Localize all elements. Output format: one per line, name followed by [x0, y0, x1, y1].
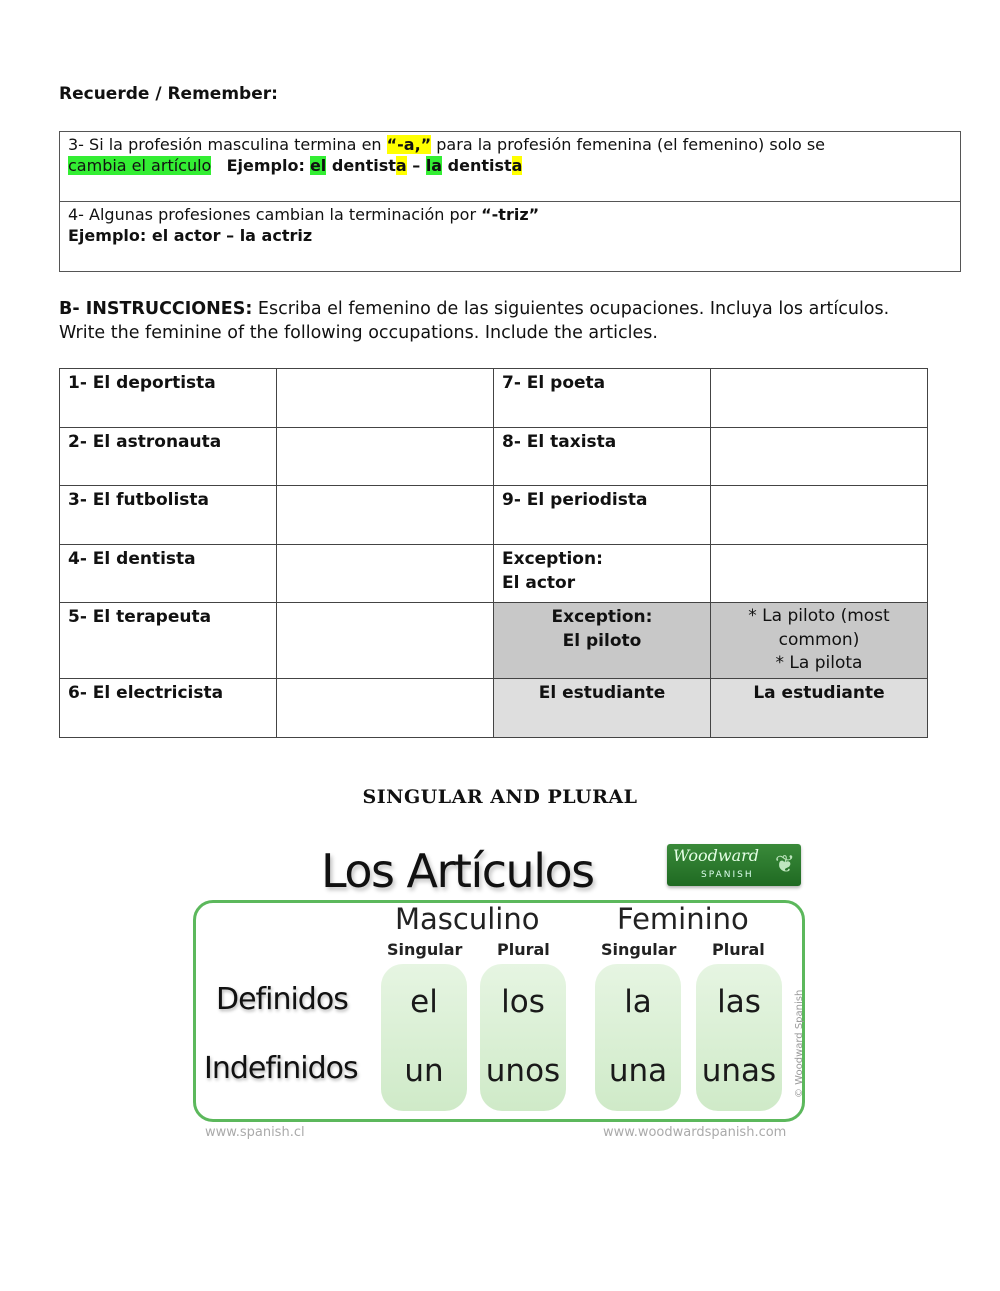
article-word: unos [485, 1053, 561, 1089]
singular-plural-title: SINGULAR AND PLURAL [362, 786, 638, 808]
woodward-logo: Woodward SPANISH ❦ [667, 844, 801, 886]
table-row [60, 369, 928, 428]
occupations-table [59, 368, 928, 738]
occupation-cell: 4- El dentista [60, 545, 277, 603]
table-row [60, 545, 928, 603]
occupation-cell: 5- El terapeuta [60, 603, 277, 679]
rule-4: 4- Algunas profesiones cambian la terminación por “-triz” Ejemplo: el actor – la actriz [60, 201, 960, 271]
exception-cell: Exception: El actor [494, 545, 711, 603]
answer-cell[interactable] [277, 545, 494, 603]
singular-label: Singular [387, 940, 463, 959]
masculino-header: Masculino [395, 902, 540, 936]
answer-cell[interactable] [277, 678, 494, 737]
article-word: la [624, 984, 652, 1020]
article-word: los [501, 984, 545, 1020]
indefinidos-label: Indefinidos [204, 1051, 358, 1086]
page-heading: Recuerde / Remember: [59, 84, 278, 104]
exception-cell: Exception: El piloto [494, 603, 711, 679]
credit-text: © Woodward Spanish [794, 989, 805, 1098]
occupation-cell: 8- El taxista [494, 428, 711, 486]
example-masc-cell: El estudiante [494, 678, 711, 737]
occupation-cell: 6- El electricista [60, 678, 277, 737]
table-row [60, 678, 928, 737]
femenino-header: Feminino [617, 902, 749, 936]
definidos-label: Definidos [216, 982, 348, 1017]
article-word: unas [701, 1053, 777, 1089]
articles-infographic [190, 838, 815, 1148]
answer-cell[interactable] [711, 428, 928, 486]
url-left: www.spanish.cl [205, 1125, 305, 1140]
article-word: las [717, 984, 761, 1020]
occupation-cell: 1- El deportista [60, 369, 277, 428]
infographic-title: Los Artículos [321, 844, 594, 898]
url-right: www.woodwardspanish.com [603, 1125, 787, 1140]
article-word: una [608, 1053, 668, 1089]
answer-cell[interactable] [711, 369, 928, 428]
answer-cell[interactable] [277, 369, 494, 428]
article-word: un [404, 1053, 444, 1089]
rules-box [59, 131, 961, 272]
fern-icon: ❦ [774, 850, 795, 878]
answer-cell[interactable] [277, 428, 494, 486]
answer-cell[interactable] [711, 486, 928, 545]
answer-cell[interactable] [277, 603, 494, 679]
occupation-cell: 2- El astronauta [60, 428, 277, 486]
table-row [60, 428, 928, 486]
occupation-cell: 3- El futbolista [60, 486, 277, 545]
plural-label: Plural [497, 940, 550, 959]
instructions: B- INSTRUCCIONES: Escriba el femenino de las siguientes ocupaciones. Incluya los artículos. Write the feminine of the following occupations. Include the articles. [59, 299, 890, 343]
table-row [60, 603, 928, 679]
highlight-a: “-a,” [386, 135, 432, 154]
occupation-cell: 9- El periodista [494, 486, 711, 545]
exception-answer-cell: * La piloto (most common) * La pilota [711, 603, 928, 679]
rule-3: 3- Si la profesión masculina termina en “-a,” para la profesión femenina (el femenino) solo se cambia el artículo Ejemplo: el dentista – la dentista [68, 135, 825, 175]
answer-cell[interactable] [277, 486, 494, 545]
article-word: el [410, 984, 438, 1020]
occupation-cell: 7- El poeta [494, 369, 711, 428]
answer-cell[interactable] [711, 545, 928, 603]
example-fem-cell: La estudiante [711, 678, 928, 737]
highlight-article: cambia el artículo [68, 156, 212, 175]
singular-label: Singular [601, 940, 677, 959]
plural-label: Plural [712, 940, 765, 959]
table-row [60, 486, 928, 545]
